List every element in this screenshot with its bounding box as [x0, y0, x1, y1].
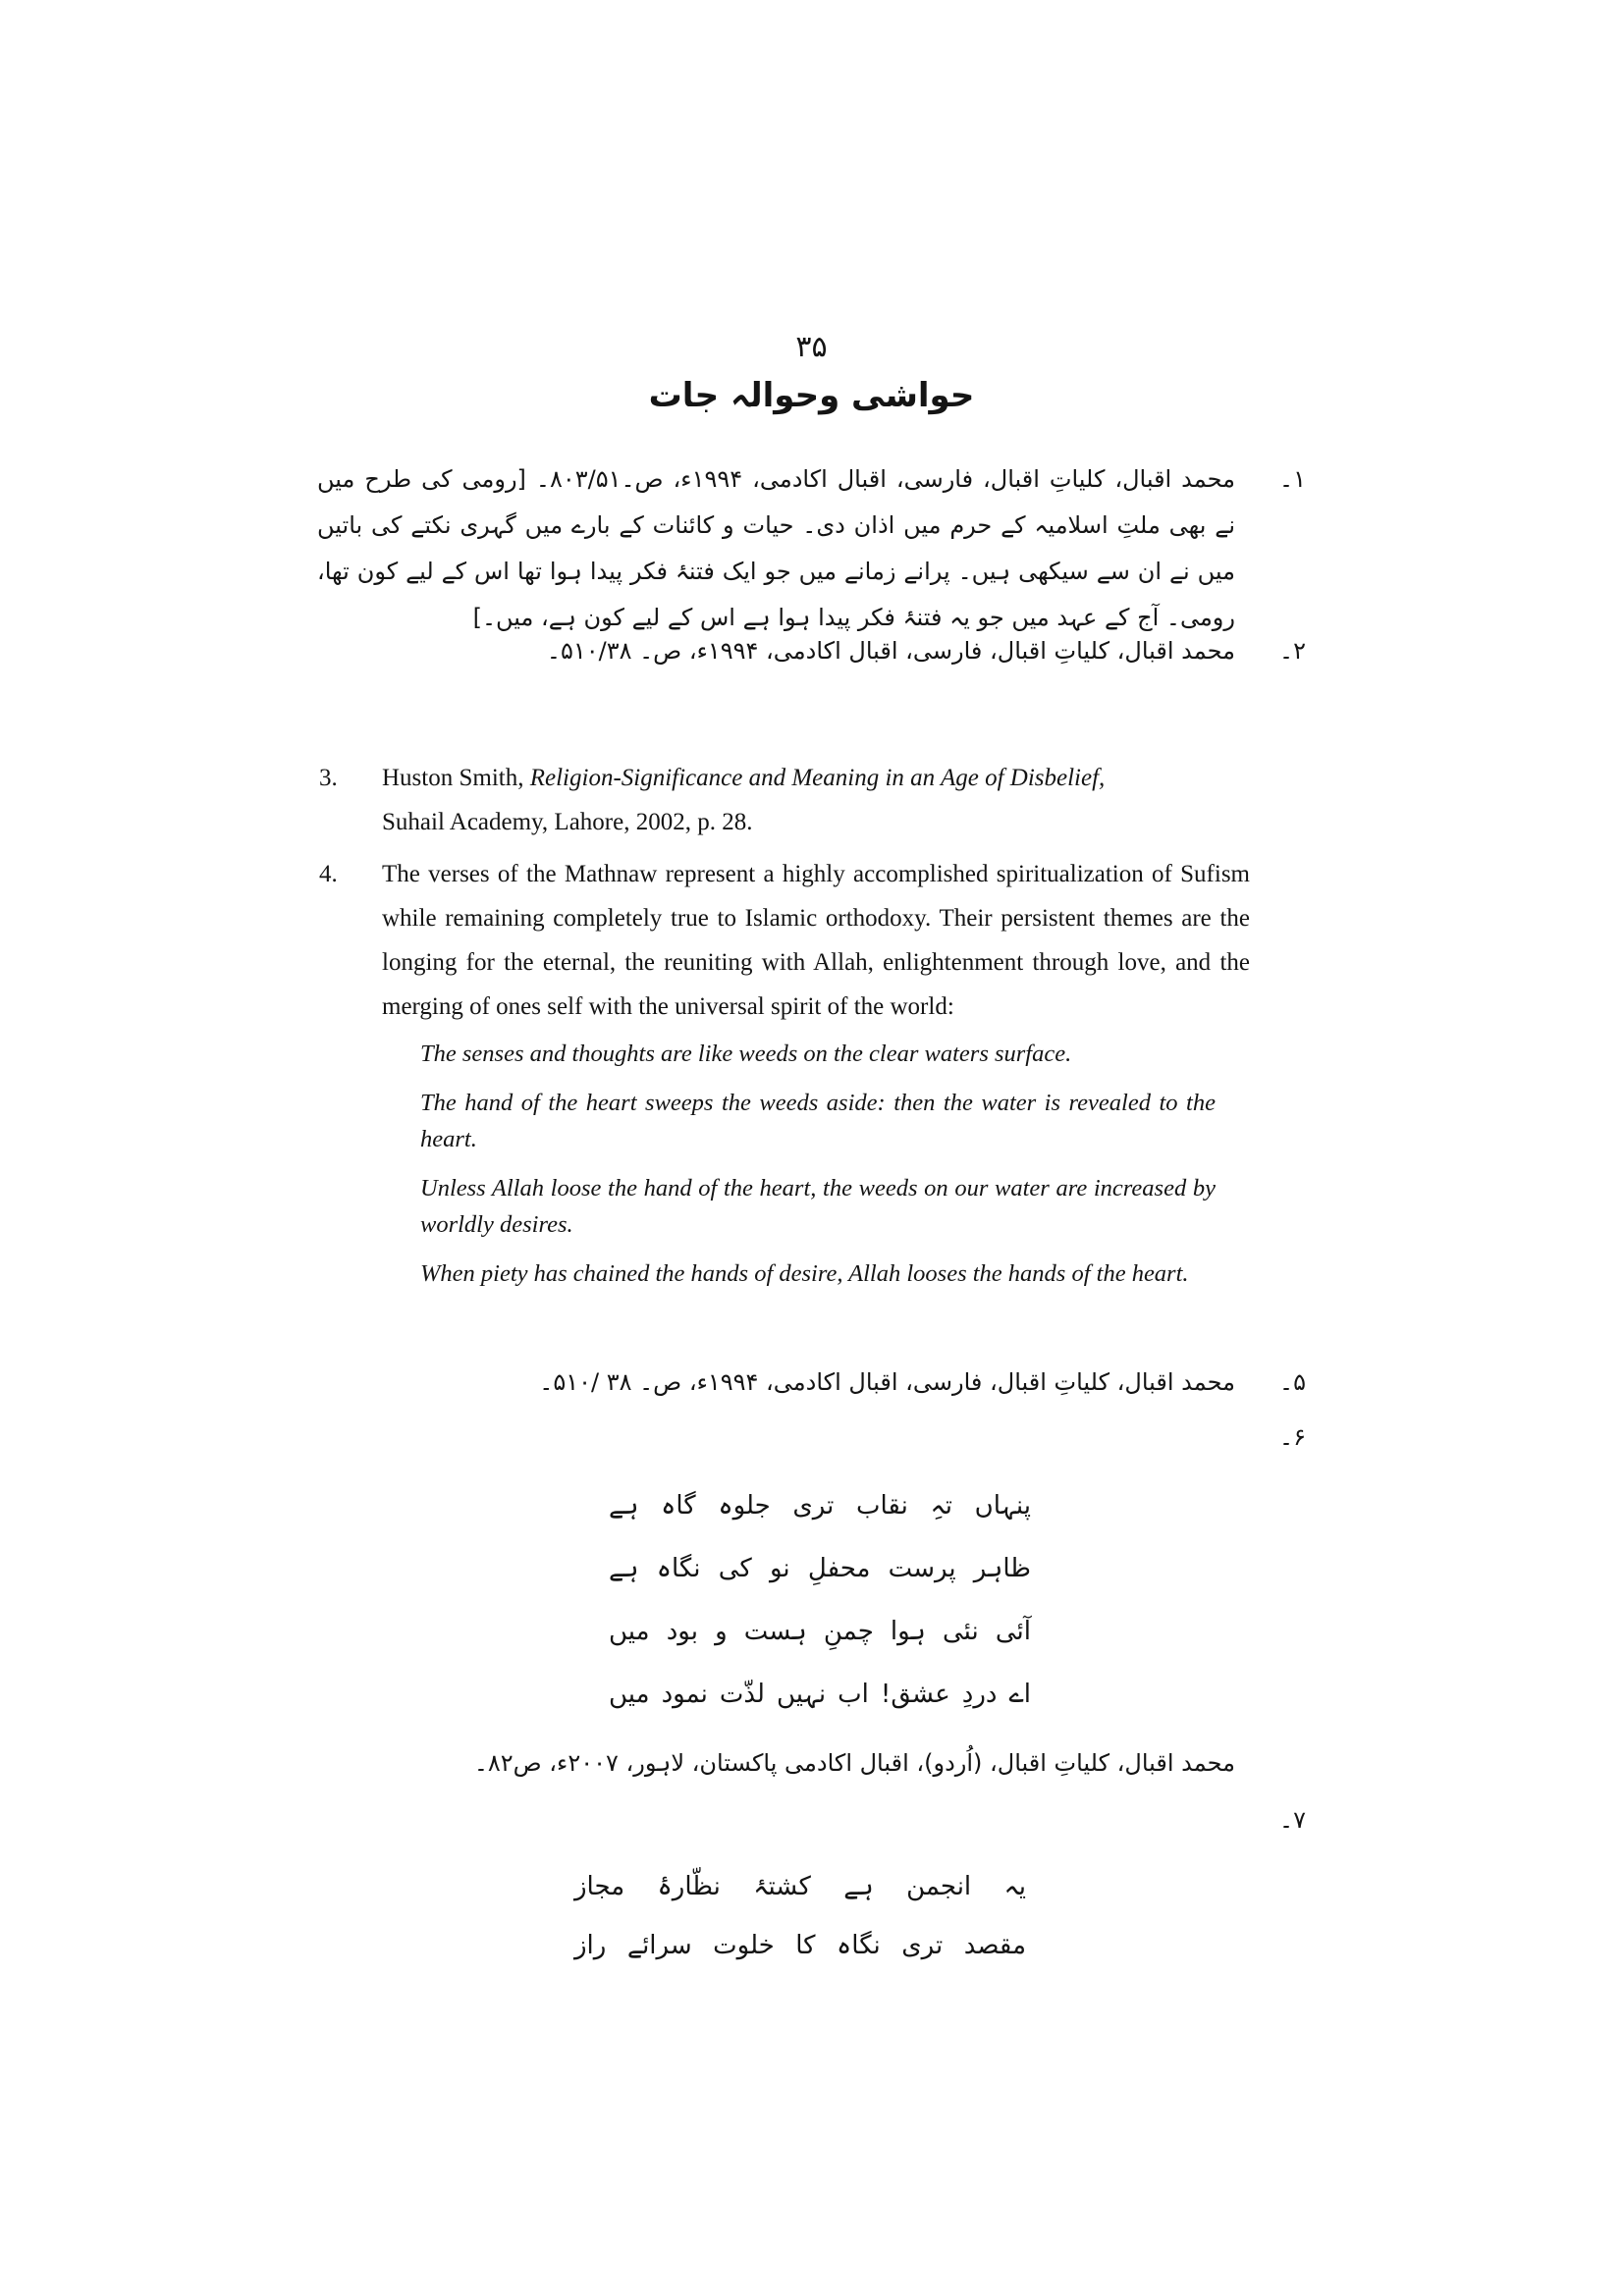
- footnote-1-text: محمد اقبال، کلیاتِ اقبال، فارسی، اقبال اکادمی، ۱۹۹۴ء، ص۔۸۰۳/۵۱۔ [رومی کی طرح میں نے بھی ملتِ اسلامیہ کے حرم میں اذان دی۔ حیات و کائنات کے بارے میں گہری نکتے کی باتیں میں نے ان سے سیکھی ہیں۔ پرانے زمانے میں جو ایک فتنۂ فکر پیدا ہوا تھا اس کے لیے کون تھا، رومی۔ آج کے عہد میں جو یہ فتنۂ فکر پیدا ہوا ہے اس کے لیے کون ہے، میں۔]: [317, 465, 1235, 631]
- footnote-7-number: ۷۔: [1279, 1806, 1306, 1834]
- footnote-5-number: ۵۔: [1279, 1368, 1306, 1396]
- footnote-4-text: The verses of the Mathnaw represent a highly accomplished spiritualization of Sufism while remaining completely true to Islamic orthodoxy. Their persistent themes are the longing for the eternal, the reuniting with Allah, enlightenment through love, and the merging of ones self with the universal spirit of the world:: [382, 861, 1250, 1020]
- footnote-5: [317, 1360, 1306, 1406]
- verse-4: When piety has chained the hands of desire, Allah looses the hands of the heart.: [420, 1260, 1189, 1287]
- footnote-1-number: ۱۔: [1279, 465, 1306, 493]
- poem-7-line-2: مقصد تری نگاہ کا خلوت سرائے راز: [574, 1931, 1026, 1960]
- footnote-4: [319, 852, 1250, 1029]
- verse-3: Unless Allah loose the hand of the heart, the weeds on our water are increased by worldly desires.: [420, 1175, 1216, 1238]
- poem-7-line-1: یہ انجمن ہے کشتۂ نظّارۂ مجاز: [574, 1872, 1026, 1901]
- footnote-3-author: Huston Smith,: [382, 765, 530, 791]
- footnote-3: [319, 756, 1250, 844]
- poem-6-line-4: اے دردِ عشق! اب نہیں لذّت نمود میں: [609, 1680, 1031, 1709]
- footnote-6-number: ۶۔: [1279, 1423, 1306, 1451]
- footnote-2-text: محمد اقبال، کلیاتِ اقبال، فارسی، اقبال اکادمی، ۱۹۹۴ء، ص۔ ۵۱۰/۳۸۔: [546, 637, 1235, 665]
- page-title: حواشی وحوالہ جات: [648, 376, 975, 415]
- footnote-3-number: 3.: [319, 765, 338, 791]
- poem-6-line-3: آئی نئی ہوا چمنِ ہست و بود میں: [609, 1617, 1031, 1646]
- poem-6-line-1: پنہاں تہِ نقاب تری جلوہ گاہ ہے: [609, 1491, 1031, 1521]
- footnote-3-text: [382, 756, 1250, 844]
- footnote-5-text: محمد اقبال، کلیاتِ اقبال، فارسی، اقبال اکادمی، ۱۹۹۴ء، ص۔ ۳۸ /۵۱۰۔: [539, 1368, 1235, 1396]
- page-number: ۳۵: [795, 330, 828, 364]
- mathnawi-verses: [420, 1036, 1216, 1305]
- footnote-6-citation: محمد اقبال، کلیاتِ اقبال، (اُردو)، اقبال اکادمی پاکستان، لاہور، ۲۰۰۷ء، ص۸۲۔: [473, 1749, 1235, 1777]
- footnote-3-publisher: Suhail Academy, Lahore, 2002, p. 28.: [382, 809, 753, 835]
- poem-6-line-2: ظاہر پرست محفلِ نو کی نگاہ ہے: [609, 1554, 1031, 1583]
- footnote-1: [317, 456, 1306, 641]
- footnote-3-title: Religion-Significance and Meaning in an Age of Disbelief,: [529, 765, 1106, 791]
- verse-1: The senses and thoughts are like weeds on the clear waters surface.: [420, 1041, 1072, 1067]
- footnote-2-number: ۲۔: [1279, 637, 1306, 665]
- verse-2: The hand of the heart sweeps the weeds aside: then the water is revealed to the heart.: [420, 1090, 1216, 1152]
- footnote-2: [317, 628, 1306, 674]
- footnote-4-number: 4.: [319, 861, 338, 887]
